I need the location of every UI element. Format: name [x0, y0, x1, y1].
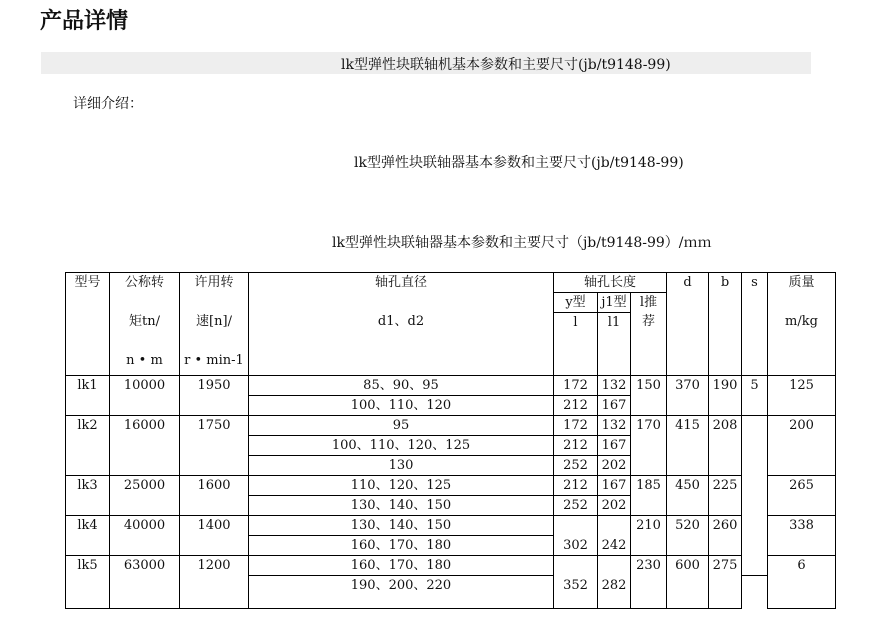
j1-cell: 202: [598, 496, 631, 516]
j1-cell: 282: [598, 576, 631, 609]
s-cell: 6: [768, 556, 836, 609]
speed-cell: 1750: [180, 416, 249, 476]
speed-cell: 1200: [180, 556, 249, 609]
speed-cell: 1400: [180, 516, 249, 556]
mass-cell: 338: [768, 516, 836, 556]
table-row: [66, 476, 836, 496]
bore-cell: 190、200、220: [249, 576, 554, 609]
subheading-2: lk型弹性块联轴器基本参数和主要尺寸（jb/t9148-99）/ｍｍ: [332, 235, 712, 251]
model-cell: lk3: [66, 476, 110, 516]
bore-cell: 160、170、180: [249, 556, 554, 576]
band-title: lk型弹性块联轴机基本参数和主要尺寸(jb/t9148-99): [341, 57, 671, 73]
header-bore: 轴孔直径 d1、d2: [249, 273, 554, 376]
j1-cell: [598, 556, 631, 576]
header-b: b: [709, 273, 742, 376]
y-cell: 252: [554, 456, 598, 476]
table-row: [66, 416, 836, 436]
d-cell: 600: [667, 556, 709, 609]
table-row: [66, 376, 836, 396]
y-cell: 212: [554, 436, 598, 456]
j1-cell: 132: [598, 376, 631, 396]
j1-cell: 202: [598, 456, 631, 476]
y-cell: 212: [554, 396, 598, 416]
header-j1-l: l1: [598, 313, 631, 376]
l-rec-cell: 170: [631, 416, 667, 476]
j1-cell: 242: [598, 536, 631, 556]
y-cell: 172: [554, 376, 598, 396]
model-cell: lk2: [66, 416, 110, 476]
l-rec-cell: 230: [631, 556, 667, 609]
header-speed: 许用转 速[n]/ r • min-1: [180, 273, 249, 376]
spec-table-container: [65, 272, 818, 607]
s-cell: [742, 416, 768, 576]
model-cell: lk4: [66, 516, 110, 556]
y-cell: 302: [554, 536, 598, 556]
header-l-rec: l推 荐: [631, 293, 667, 376]
header-y-l: l: [554, 313, 598, 376]
bore-cell: 100、110、120、125: [249, 436, 554, 456]
torque-cell: 10000: [110, 376, 180, 416]
header-length: 轴孔长度: [554, 273, 667, 293]
intro-label: 详细介绍：: [73, 96, 143, 112]
d-cell: 415: [667, 416, 709, 476]
mass-cell: 265: [768, 476, 836, 516]
l-rec-cell: 210: [631, 516, 667, 556]
spec-table: [65, 272, 836, 609]
table-row: [66, 556, 836, 576]
y-cell: [554, 516, 598, 536]
y-cell: [554, 556, 598, 576]
header-torque: 公称转 矩tn/ n • m: [110, 273, 180, 376]
d-cell: 450: [667, 476, 709, 516]
bore-cell: 130: [249, 456, 554, 476]
model-cell: lk5: [66, 556, 110, 609]
speed-cell: 1600: [180, 476, 249, 516]
bore-cell: 100、110、120: [249, 396, 554, 416]
mass-cell: 200: [768, 416, 836, 476]
header-j1-type: j1型: [598, 293, 631, 313]
j1-cell: [598, 516, 631, 536]
bore-cell: 95: [249, 416, 554, 436]
y-cell: 212: [554, 476, 598, 496]
header-mass: 质量 m/kg: [768, 273, 836, 376]
b-cell: 260: [709, 516, 742, 556]
b-cell: 225: [709, 476, 742, 516]
header-y-type: y型: [554, 293, 598, 313]
header-d: d: [667, 273, 709, 376]
d-cell: 370: [667, 376, 709, 416]
s-cell: 5: [742, 376, 768, 416]
title-band: [41, 52, 811, 74]
y-cell: 172: [554, 416, 598, 436]
d-cell: 520: [667, 516, 709, 556]
j1-cell: 167: [598, 396, 631, 416]
j1-cell: 132: [598, 416, 631, 436]
bore-cell: 130、140、150: [249, 496, 554, 516]
torque-cell: 63000: [110, 556, 180, 609]
j1-cell: 167: [598, 436, 631, 456]
bore-cell: 110、120、125: [249, 476, 554, 496]
mass-cell: 125: [768, 376, 836, 416]
header-model: 型号: [66, 273, 110, 376]
page-title: 产品详情: [40, 9, 129, 34]
torque-cell: 40000: [110, 516, 180, 556]
b-cell: 190: [709, 376, 742, 416]
speed-cell: 1950: [180, 376, 249, 416]
l-rec-cell: 150: [631, 376, 667, 416]
torque-cell: 16000: [110, 416, 180, 476]
y-cell: 352: [554, 576, 598, 609]
y-cell: 252: [554, 496, 598, 516]
table-row: [66, 516, 836, 536]
bore-cell: 160、170、180: [249, 536, 554, 556]
bore-cell: 85、90、95: [249, 376, 554, 396]
header-s: s: [742, 273, 768, 376]
model-cell: lk1: [66, 376, 110, 416]
torque-cell: 25000: [110, 476, 180, 516]
bore-cell: 130、140、150: [249, 516, 554, 536]
j1-cell: 167: [598, 476, 631, 496]
l-rec-cell: 185: [631, 476, 667, 516]
b-cell: 275: [709, 556, 742, 609]
subheading-1: lk型弹性块联轴器基本参数和主要尺寸(jb/t9148-99): [354, 155, 684, 171]
b-cell: 208: [709, 416, 742, 476]
